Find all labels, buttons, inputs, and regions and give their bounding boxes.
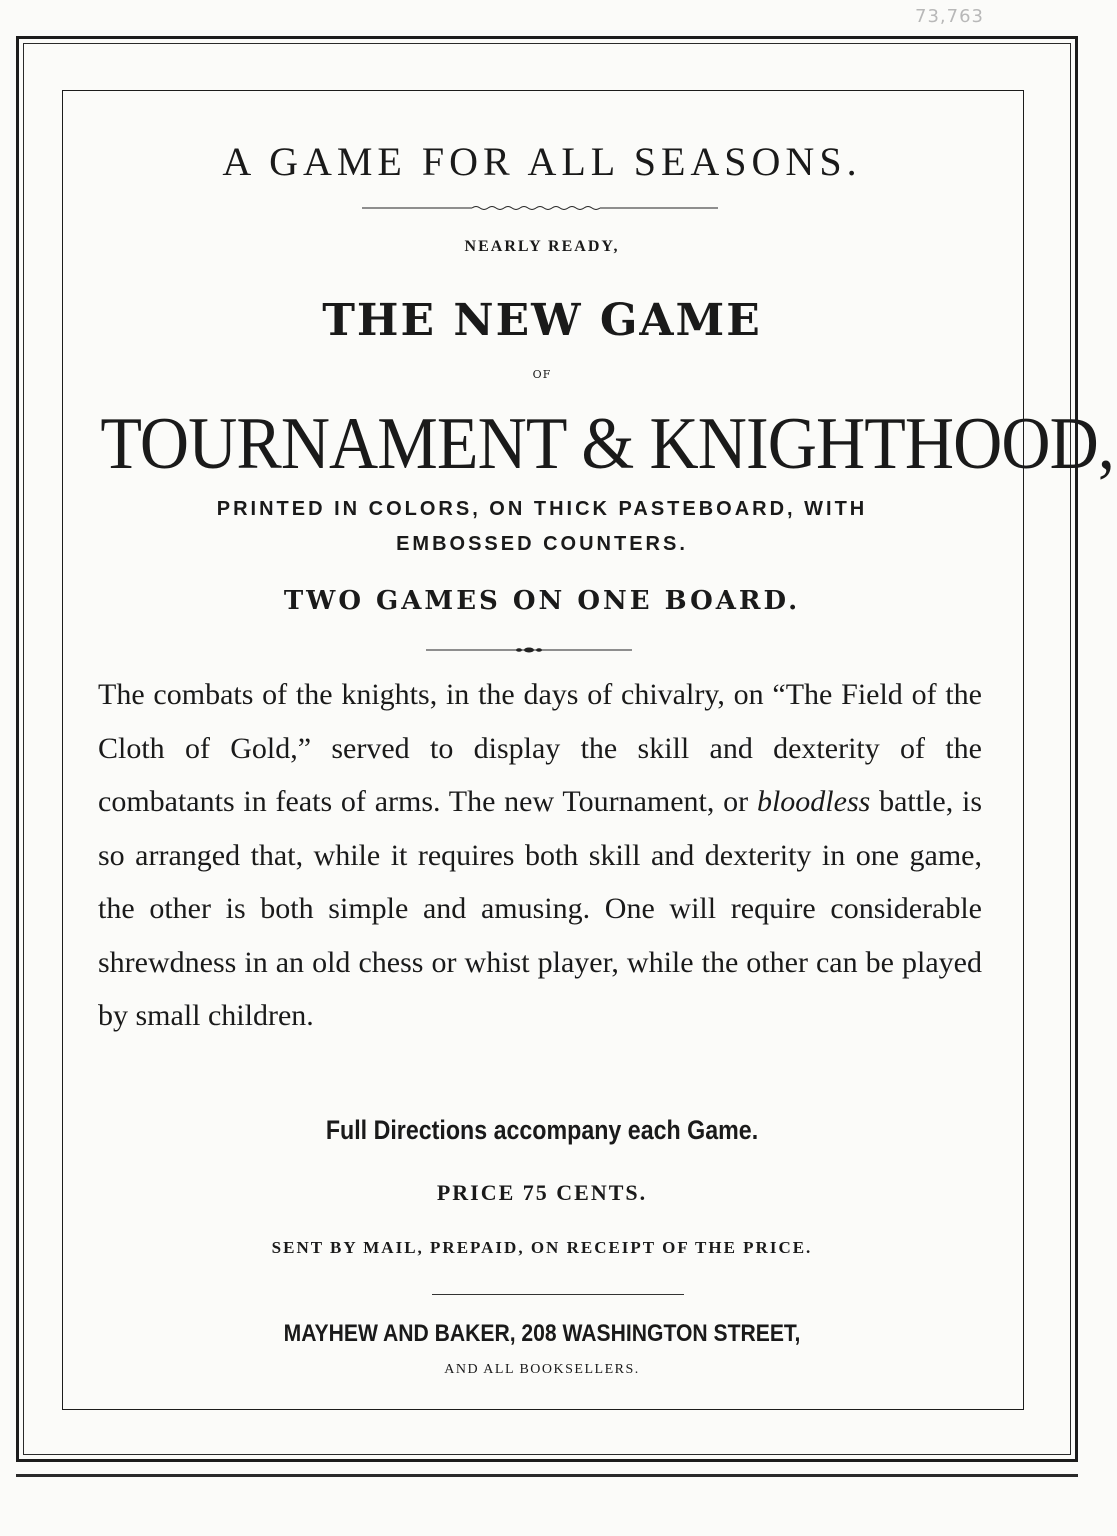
wavy-divider bbox=[362, 205, 718, 211]
description-line-1: PRINTED IN COLORS, ON THICK PASTEBOARD, WITH bbox=[216, 498, 868, 520]
directions: Full Directions accompany each Game. bbox=[325, 1115, 759, 1145]
bottom-rule bbox=[16, 1474, 1078, 1477]
advertisement-page bbox=[62, 90, 1114, 1408]
booksellers: AND ALL BOOKSELLERS. bbox=[444, 1362, 640, 1377]
two-games: TWO GAMES ON ONE BOARD. bbox=[283, 586, 801, 616]
title-line-2: TOURNAMENT & KNIGHTHOOD, bbox=[100, 403, 1114, 485]
description-line-2: EMBOSSED COUNTERS. bbox=[396, 533, 688, 555]
title-of: OF bbox=[532, 368, 552, 381]
nearly-ready: NEARLY READY, bbox=[464, 238, 620, 255]
body-paragraph: The combats of the knights, in the days of chivalry, on “The Field of the Cloth of Gold,” served to display the skill and dexterity of the combatants in feats of arms. The new Tournament, or bloodless battle, is so arranged that, while it requires both skill and dexterity in one game, the other is both simple and amusing. One will require considerable shrewdness in an old chess or whist player, while the other can be played by small children. bbox=[98, 678, 982, 1032]
plain-divider bbox=[432, 1294, 684, 1295]
title-line-1: THE NEW GAME bbox=[322, 295, 762, 346]
mail-notice: SENT BY MAIL, PREPAID, ON RECEIPT OF THE PRICE. bbox=[271, 1238, 813, 1257]
emphasized-word: bloodless bbox=[756, 785, 871, 818]
price: PRICE 75 CENTS. bbox=[436, 1180, 648, 1205]
headline: A GAME FOR ALL SEASONS. bbox=[222, 139, 862, 184]
ornament-divider bbox=[426, 646, 632, 654]
corner-mark: 73,763 bbox=[915, 6, 984, 27]
publisher: MAYHEW AND BAKER, 208 WASHINGTON STREET, bbox=[283, 1320, 801, 1347]
